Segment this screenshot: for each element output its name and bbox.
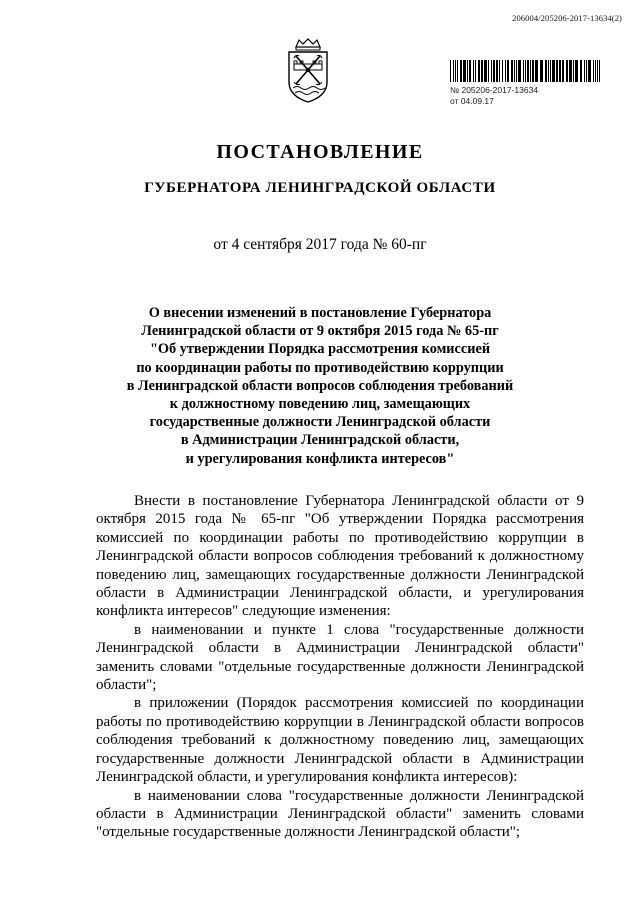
- barcode-bar: [460, 60, 462, 82]
- document-type-title: ПОСТАНОВЛЕНИЕ: [216, 141, 424, 163]
- heading-line: по координации работы по противодействию коррупции: [136, 359, 504, 376]
- barcode-bar: [527, 60, 529, 82]
- barcode-bar: [559, 60, 561, 82]
- document-body: [96, 492, 584, 842]
- barcode-bar: [595, 60, 596, 82]
- barcode-bar: [514, 60, 515, 82]
- barcode-bar: [475, 60, 476, 82]
- barcode-bar: [481, 60, 483, 82]
- barcode-bar: [540, 60, 543, 82]
- barcode-bar: [580, 60, 582, 82]
- registration-date: от 04.09.17: [450, 96, 494, 106]
- barcode-bar: [525, 60, 526, 82]
- barcode-bar: [455, 60, 456, 82]
- barcode-bar: [478, 60, 480, 82]
- barcode-bar: [562, 60, 564, 82]
- barcode-bar: [535, 60, 538, 82]
- issuer-subtitle: ГУБЕРНАТОРА ЛЕНИНГРАДСКОЙ ОБЛАСТИ: [144, 180, 496, 196]
- body-paragraph: в наименовании слова "государственные должности Ленинградской области в Администрации Ленинградской области" заменить словами "отдельные государственные должности Ленинградской области";: [96, 787, 584, 841]
- barcode-bar: [502, 60, 503, 82]
- heading-line: в Ленинградской области вопросов соблюдения требований: [126, 377, 514, 394]
- barcode-bar: [530, 60, 531, 82]
- barcode-bar: [545, 60, 547, 82]
- barcode-bar: [453, 60, 454, 82]
- barcode-bar: [593, 60, 594, 82]
- barcode-bar: [493, 60, 495, 82]
- heading-line: в Администрации Ленинградской области,: [180, 432, 460, 449]
- coat-of-arms-icon: [286, 38, 330, 104]
- barcode-bar: [473, 60, 474, 82]
- barcode-bar: [532, 60, 534, 82]
- barcode-bar: [550, 60, 551, 82]
- barcode-bar: [548, 60, 549, 82]
- barcode-bar: [597, 60, 598, 82]
- barcode-bar: [516, 60, 517, 82]
- body-paragraph: в наименовании и пункте 1 слова "государственные должности Ленинградской области в Администрации Ленинградской области" заменить словами "отдельные государственные должности Ленинградской области";: [96, 621, 584, 694]
- barcode-bar: [505, 60, 506, 82]
- barcode-bar: [469, 60, 471, 82]
- barcode-bar: [569, 60, 572, 82]
- barcode-bar: [586, 60, 587, 82]
- barcode-bar: [484, 60, 487, 82]
- registration-stamp: [450, 60, 600, 107]
- document-heading: [80, 304, 560, 468]
- heading-line: Ленинградской области от 9 октября 2015 года № 65-пг: [141, 323, 499, 340]
- barcode-bar: [588, 60, 591, 82]
- document-date-number: от 4 сентября 2017 года № 60-пг: [213, 236, 427, 253]
- barcode-bar: [467, 60, 468, 82]
- barcode-bar: [523, 60, 524, 82]
- barcode-bar: [496, 60, 498, 82]
- heading-line: О внесении изменений в постановление Губернатора: [148, 305, 492, 321]
- heading-line: государственные должности Ленинградской области: [149, 414, 491, 431]
- registration-number: № 205206-2017-13634: [450, 85, 539, 95]
- barcode-bar: [599, 60, 600, 82]
- barcode-bar: [450, 60, 451, 82]
- barcode-bar: [584, 60, 585, 82]
- body-paragraph: Внести в постановление Губернатора Ленинградской области от 9 октября 2015 года № 65-пг "Об утверждении Порядка рассмотрения комиссией по координации работы по противодействию коррупции в Ленинградской области вопросов соблюдения требований к должностному поведению лиц, замещающих государственные должности Ленинградской области в Администрации Ленинградской области, и урегулирования конфликта интересов" следующие изменения:: [96, 493, 584, 620]
- heading-line: и урегулирования конфликта интересов": [185, 450, 455, 467]
- barcode-bar: [566, 60, 568, 82]
- barcode-bar: [511, 60, 513, 82]
- barcode-bar: [499, 60, 500, 82]
- body-paragraph: в приложении (Порядок рассмотрения комиссией по координации работы по противодействию коррупции в Ленинградской области вопросов соблюдения требований к должностному поведению лиц, замещающих государственные должности Ленинградской области в Администрации Ленинградской области, и урегулирования конфликта интересов):: [96, 695, 584, 786]
- barcode-bar: [491, 60, 492, 82]
- heading-line: "Об утверждении Порядка рассмотрения комиссией: [149, 341, 491, 358]
- barcode-icon: [450, 60, 600, 82]
- barcode-bar: [552, 60, 555, 82]
- heading-line: к должностному поведению лиц, замещающих: [169, 396, 471, 413]
- barcode-bar: [573, 60, 574, 82]
- barcode-bar: [507, 60, 509, 82]
- barcode-bar: [575, 60, 578, 82]
- document-code: 206004/205206-2017-13634(2): [512, 13, 622, 23]
- barcode-bar: [457, 60, 458, 82]
- barcode-bar: [488, 60, 489, 82]
- barcode-bar: [463, 60, 466, 82]
- barcode-bar: [518, 60, 521, 82]
- barcode-bar: [556, 60, 558, 82]
